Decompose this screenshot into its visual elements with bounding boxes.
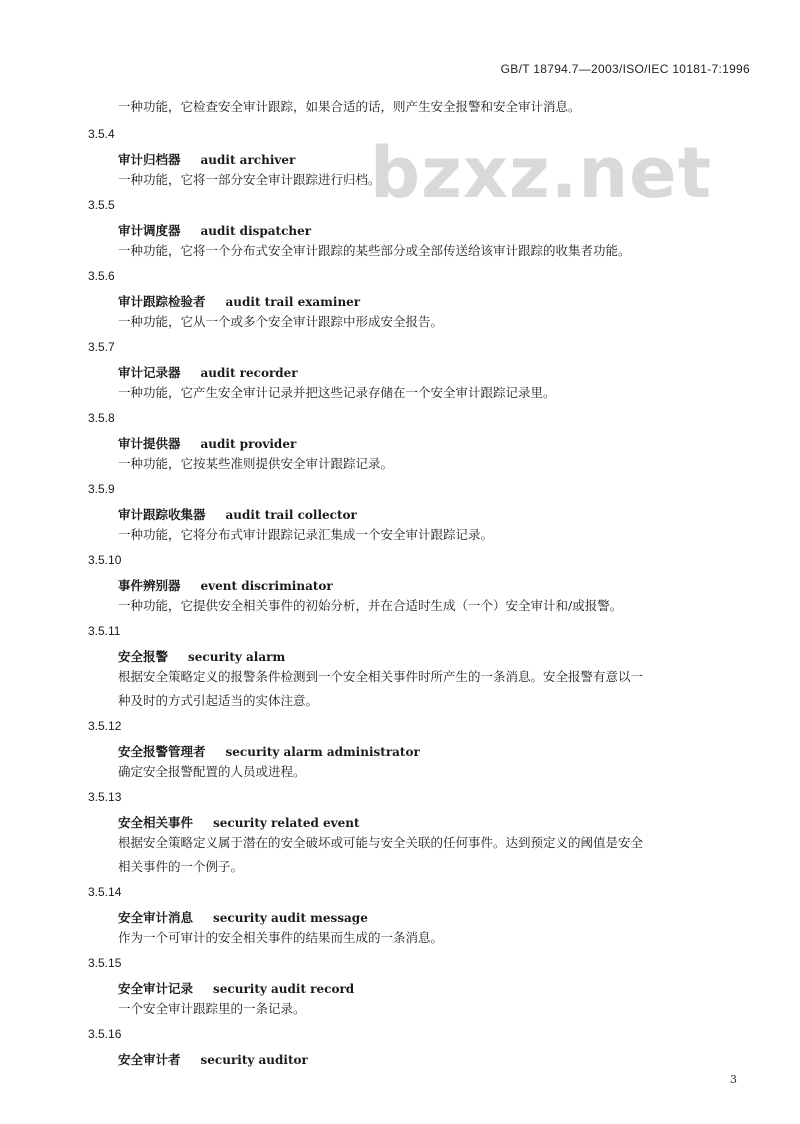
term-heading [118, 150, 295, 168]
standard-header: GB/T 18794.7—2003/ISO/IEC 10181-7:1996 [500, 62, 750, 76]
term-heading [118, 576, 333, 594]
term-heading [118, 221, 311, 239]
term-definition: 一种功能，它提供安全相关事件的初始分析，并在合适时生成（一个）安全审计和/或报警。 [118, 598, 623, 613]
watermark-text: bzxz.net [370, 132, 713, 214]
term-heading [118, 813, 360, 831]
term-zh: 审计调度器 [118, 223, 181, 238]
term-en: security alarm [188, 650, 286, 664]
term-definition: 根据安全策略定义的报警条件检测到一个安全相关事件时所产生的一条消息。安全报警有意以一 [118, 669, 644, 684]
term-en: security audit message [213, 911, 368, 925]
term-heading [118, 742, 420, 760]
term-en: audit recorder [200, 366, 298, 380]
term-zh: 审计记录器 [118, 365, 181, 380]
section-number: 3.5.8 [88, 411, 115, 425]
term-heading [118, 908, 368, 926]
term-definition: 作为一个可审计的安全相关事件的结果而生成的一条消息。 [118, 930, 444, 945]
section-number: 3.5.15 [88, 956, 122, 970]
term-en: audit provider [200, 437, 297, 451]
term-zh: 安全审计消息 [118, 910, 194, 925]
term-en: event discriminator [200, 579, 333, 593]
section-number: 3.5.16 [88, 1027, 122, 1041]
term-heading [118, 979, 354, 997]
section-number: 3.5.12 [88, 719, 122, 733]
term-en: security alarm administrator [225, 745, 420, 759]
term-heading [118, 292, 360, 310]
term-definition: 一种功能，它将一部分安全审计跟踪进行归档。 [118, 172, 381, 187]
term-zh: 事件辨别器 [118, 578, 181, 593]
term-zh: 审计跟踪收集器 [118, 507, 206, 522]
term-en: audit dispatcher [200, 224, 312, 238]
page-number: 3 [730, 1073, 737, 1086]
term-zh: 审计提供器 [118, 436, 181, 451]
term-heading [118, 505, 357, 523]
term-zh: 审计归档器 [118, 152, 181, 167]
term-definition-continued: 种及时的方式引起适当的实体注意。 [118, 693, 319, 708]
section-number: 3.5.13 [88, 790, 122, 804]
term-definition: 根据安全策略定义属于潜在的安全破坏或可能与安全关联的任何事件。达到预定义的阈值是安全 [118, 835, 644, 850]
section-number: 3.5.10 [88, 553, 122, 567]
section-number: 3.5.9 [88, 482, 115, 496]
term-en: audit archiver [200, 153, 296, 167]
term-definition: 一种功能，它从一个或多个安全审计跟踪中形成安全报告。 [118, 314, 444, 329]
term-heading [118, 363, 298, 381]
term-definition-continued: 相关事件的一个例子。 [118, 859, 244, 874]
section-number: 3.5.5 [88, 198, 115, 212]
term-heading [118, 434, 296, 452]
term-zh: 安全报警 [118, 649, 169, 664]
term-heading [118, 1050, 308, 1068]
term-zh: 安全审计记录 [118, 981, 194, 996]
term-en: security related event [213, 816, 360, 830]
term-zh: 安全审计者 [118, 1052, 181, 1067]
term-zh: 安全相关事件 [118, 815, 194, 830]
section-number: 3.5.11 [88, 624, 121, 638]
section-number: 3.5.14 [88, 885, 122, 899]
term-definition: 一种功能，它产生安全审计记录并把这些记录存储在一个安全审计跟踪记录里。 [118, 385, 556, 400]
section-number: 3.5.6 [88, 269, 115, 283]
term-definition: 确定安全报警配置的人员或进程。 [118, 764, 306, 779]
intro-definition: 一种功能，它检查安全审计跟踪，如果合适的话，则产生安全报警和安全审计消息。 [118, 99, 581, 114]
term-en: audit trail collector [225, 508, 357, 522]
term-zh: 安全报警管理者 [118, 744, 206, 759]
term-en: audit trail examiner [225, 295, 361, 309]
term-definition: 一种功能，它按某些准则提供安全审计跟踪记录。 [118, 456, 394, 471]
term-zh: 审计跟踪检验者 [118, 294, 206, 309]
term-definition: 一个安全审计跟踪里的一条记录。 [118, 1001, 306, 1016]
term-heading [118, 647, 285, 665]
term-definition: 一种功能，它将分布式审计跟踪记录汇集成一个安全审计跟踪记录。 [118, 527, 494, 542]
term-definition: 一种功能，它将一个分布式安全审计跟踪的某些部分或全部传送给该审计跟踪的收集者功能。 [118, 243, 631, 258]
section-number: 3.5.7 [88, 340, 115, 354]
term-en: security audit record [213, 982, 355, 996]
term-en: security auditor [200, 1053, 308, 1067]
section-number: 3.5.4 [88, 127, 115, 141]
